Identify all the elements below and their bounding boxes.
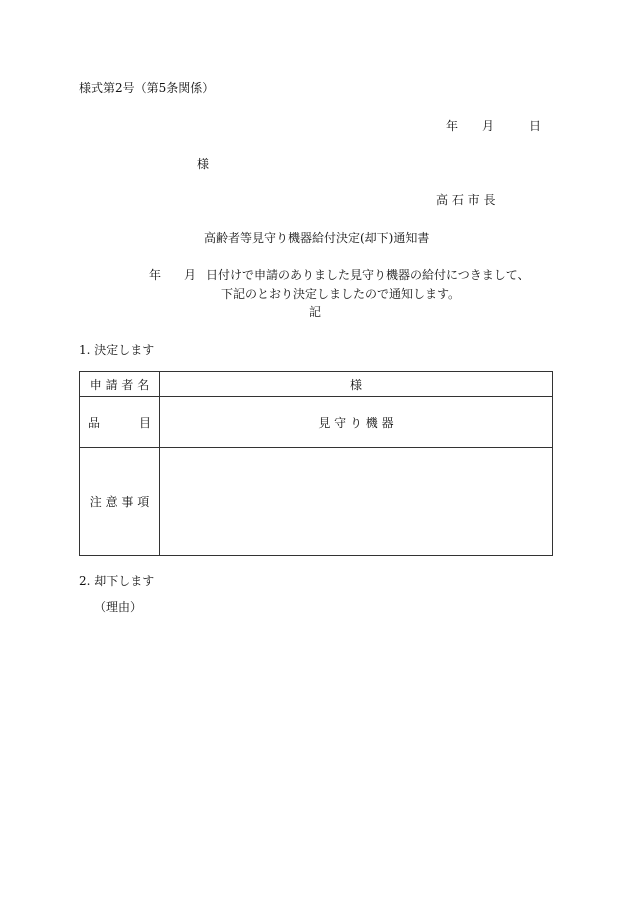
decision-table [79, 371, 553, 556]
ki-marker: 記 [309, 305, 322, 319]
date-day-label: 日 [529, 119, 542, 133]
item-row [80, 397, 553, 448]
section-2-heading: 2. 却下します [79, 574, 155, 588]
document-title: 高齢者等見守り機器給付決定(却下)通知書 [204, 231, 430, 245]
notes-label: 注 意 事 項 [80, 448, 160, 556]
body-line-1: 日付けで申請のありました見守り機器の給付につきまして、 [206, 268, 530, 282]
reason-label: （理由） [94, 600, 143, 614]
addressee-suffix: 様 [197, 157, 210, 171]
applicant-row [80, 372, 553, 397]
applicant-value: 様 [160, 372, 553, 397]
item-label-right: 目 [138, 415, 151, 430]
notes-row [80, 448, 553, 556]
item-value: 見 守 り 機 器 [160, 397, 553, 448]
form-number: 様式第2号（第5条関係） [79, 81, 215, 95]
date-year-label: 年 [446, 119, 459, 133]
section-1-heading: 1. 決定します [79, 343, 155, 357]
notes-value [160, 448, 553, 556]
body-line-2: 下記のとおり決定しましたので通知します。 [221, 287, 461, 301]
issuer-name: 高 石 市 長 [436, 193, 496, 207]
body-month-label: 月 [184, 268, 197, 282]
date-month-label: 月 [482, 119, 495, 133]
applicant-label: 申 請 者 名 [80, 372, 160, 397]
body-year-label: 年 [149, 268, 162, 282]
item-label-left: 品 [88, 415, 101, 430]
item-label [80, 397, 160, 448]
